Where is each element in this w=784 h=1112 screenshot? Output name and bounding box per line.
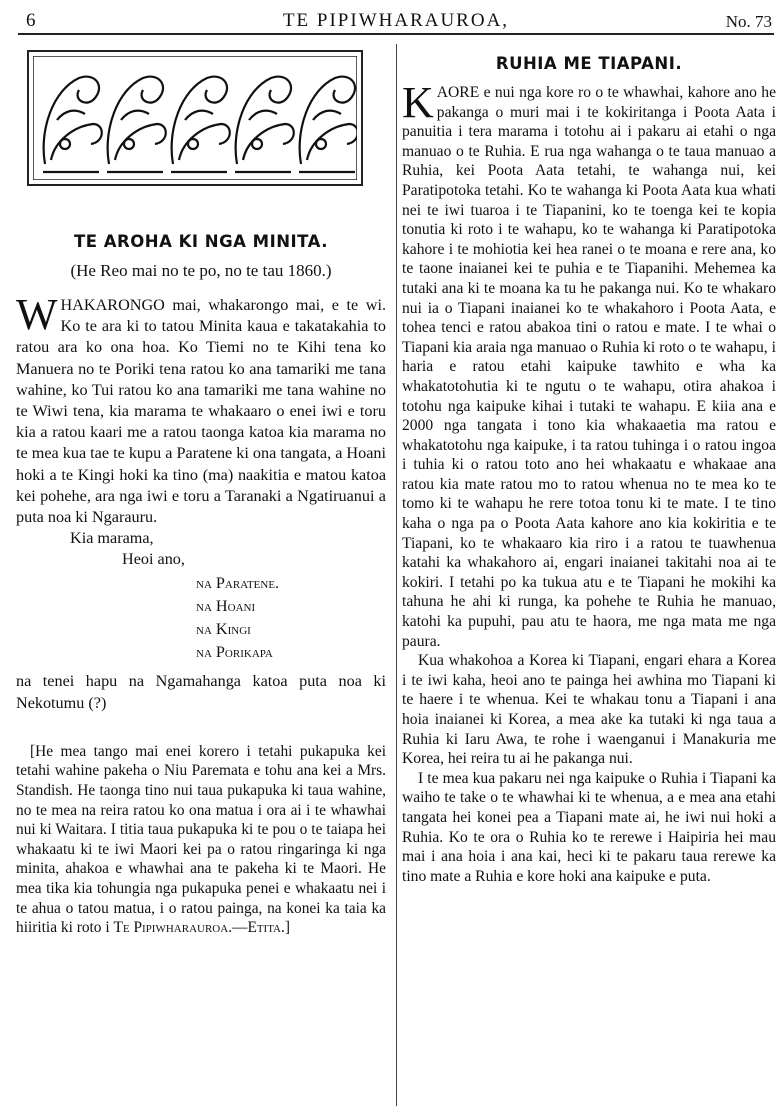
page-number: 6 bbox=[26, 10, 36, 31]
left-column bbox=[16, 50, 386, 938]
newspaper-title: TE PIPIWHARAUROA, bbox=[282, 10, 510, 31]
header-rule bbox=[18, 33, 774, 35]
article-heading-aroha: TE AROHA KI NGA MINITA. bbox=[74, 232, 328, 251]
signature-paratene: na Paratene. bbox=[196, 573, 280, 592]
article-body-ruhia-1: KAORE e nui nga kore ro o te whawhai, kahore ano he pakanga o muri mai i te kokiritanga i Poota Aata i panuitia i tera marama i totohu ai i pakaru ai etahi o nga manuao o te Ruhia. E rua nga wahanga o te taua manuao a Ruhia, kei Poota Aata tetahi, te wahanga nui, kei Paratipotoka tetahi. Ko te wahanga ki Poota Aata kua whati nei te iwi tuaroa i te Tiapanini, ko te toenga kei te kopia tonutia ki roto i te wahapu, ko te wahanga ki Paratipotoka kahore i te mohiotia kei hea ranei o te moana e rere ana, ko te taone inaianei kei te puhia e te Tiapanihi. Mehemea ka tutaki ana ki te moana ka tu he pakanga nui. Ko te whakaro nui ia o Tiapani inaianei ko te whakahoro i Poota Aata, e tohea tenci e ratou abakoa tini o ratou e mate. I te whai o Tiapani kia araia nga manuao o Ruhia ki roto o te wahapu, i haria e ratou etahi kaipuke tawhito e wha ka whakatotohutia ki te ngutu o te wahapu, otira ahakoa i totohu nga kaipuke kihai i tutaki te wahapu. E kiia ana e 2000 nga tangata i tono kia whakaaetia ma ratou e whakatotohu nga kaipuke, i ta ratou tuhinga i o ratou ingoa i tuhia ki o ratou toto ano hei whakaatu e whakaae ana ratou kia mate ratou mo to ratou whenua no te mea ko te tomo ki te wahapu he rere totoa tonu ki te mate. I te tino kaha o nga pa o Poota Aata kahore ano kia kokiritia e te Tiapani, ko te whakaaro kia riro i a ratou te tuawhenua katahi ka whakahoro ai, engari inaianei takitahi noa ai te kokiri. I tetahi po ka tukua atu e te Tiapani he mokihi ka tahuna he ahi ki runga, ka pohehe te Ruhia he manuao, katohi ka pupuhi, pau atu te haora, me nga mata me nga paura. bbox=[402, 78, 776, 650]
tribe-line: na tenei hapu na Ngamahanga katoa puta noa ki Nekotumu (?) bbox=[16, 672, 386, 712]
signature-porikapa: na Porikapa bbox=[196, 643, 273, 662]
article-heading-ruhia: RUHIA ME TIAPANI. bbox=[495, 54, 683, 73]
closing-line-2: Heoi ano, bbox=[122, 550, 185, 569]
article-body-aroha bbox=[16, 290, 386, 528]
column-divider bbox=[396, 44, 397, 1106]
article-body-ruhia-3: I te mea kua pakaru nei nga kaipuke o Ruhia i Tiapani ka waiho te take o te whawhai ki te whenua, a e mea ana etahi tangata hei konei pea a Tiapani mate ai, he iwi nui hoki a Ruhia. Ko te ora o Ruhia ko te rerewe i Haipiria hei mau mai i ana hoia i ana kai, heci ki te pakaru taua rerewe ka tino mate a Ruhia e kore hoki ana kaipuke e puta. bbox=[402, 769, 776, 885]
editor-sig: Etita bbox=[247, 919, 282, 937]
dropcap-w: W bbox=[16, 290, 58, 339]
right-column bbox=[402, 54, 776, 886]
closing-line-1: Kia marama, bbox=[70, 529, 154, 548]
article-subheading: (He Reo mai no te po, no te tau 1860.) bbox=[70, 261, 332, 280]
article-body-ruhia-2: Kua whakohoa a Korea ki Tiapani, engari ehara a Korea i te iwi kaha, heoi ano te painga hei awhina mo Tiapani ki te haere i te whenua. Kei te whakau tonu a Tiapani i ana hoia inaianei ki Korea, a mea ake ka tutaki ki nga taua a Ruhia ki Iaru Awa, te rohe i waenganui i Manakuria me Korea, hei reira tu ai he pakanga nui. bbox=[402, 652, 776, 768]
dropcap-k: K bbox=[402, 78, 434, 127]
page-header bbox=[18, 6, 774, 32]
ornament-graphic bbox=[33, 56, 357, 180]
article-text: HAKARONGO mai, whakarongo mai, e te wi. Ko te ara ki to tatou Minita kaua e takatakahia to ratou ara ko ona hoa. Ko Tiemi no te Kihi tena ko Manuera no te Poriki tena ratou ko ana tamariki me tana wahine, ko Tui ratou ko ana tamariki me tana wahine no te Wiwi tena, kia marama te whakaaro o enei iwi e toru kia a ratou kaari me a ratou taonga katoa kia marama no te mea kua tae te kupu a Paratene ki ona tangata, a Hoani hoki a te Kingi hoki ka tino (ma) naakitia e matou katoa kei pohehe, ara nga iwi e toru a Taranaki a Ngatiruanui a puta noa ki Ngarauru. bbox=[16, 296, 386, 527]
signature-hoani: na Hoani bbox=[196, 596, 256, 615]
ornament-banner bbox=[27, 50, 363, 186]
paper-name-sc: Te Pipiwharauroa bbox=[113, 919, 229, 937]
issue-number: No. 73 bbox=[725, 12, 772, 31]
editor-note: [He mea tango mai enei korero i tetahi pukapuka kei tetahi wahine pakeha o Niu Paremata e tohu ana kei a Mrs. Standish. He taonga tino nui taua pukapuka ki taua wahine, no te mea na reira ratou ko ona matua i ora ai i te whawhai nui ki Waitara. I titia taua pukapuka ki te pou o te taiapa hei whakaatu ki te iwi Maori kei pa o ratou ringaringa ki nga minita, ahakoa e whawhai ana te pakeha ki te Maori. He mea tika kia tohungia nga pukapuka penei e whakaatu nei i te ahua o tatou matua, i o ratou painga, na konei ka taia ka hiiritia ki roto i Te Pipiwharauroa.—Etita.] bbox=[16, 742, 386, 937]
signature-kingi: na Kingi bbox=[196, 620, 251, 639]
